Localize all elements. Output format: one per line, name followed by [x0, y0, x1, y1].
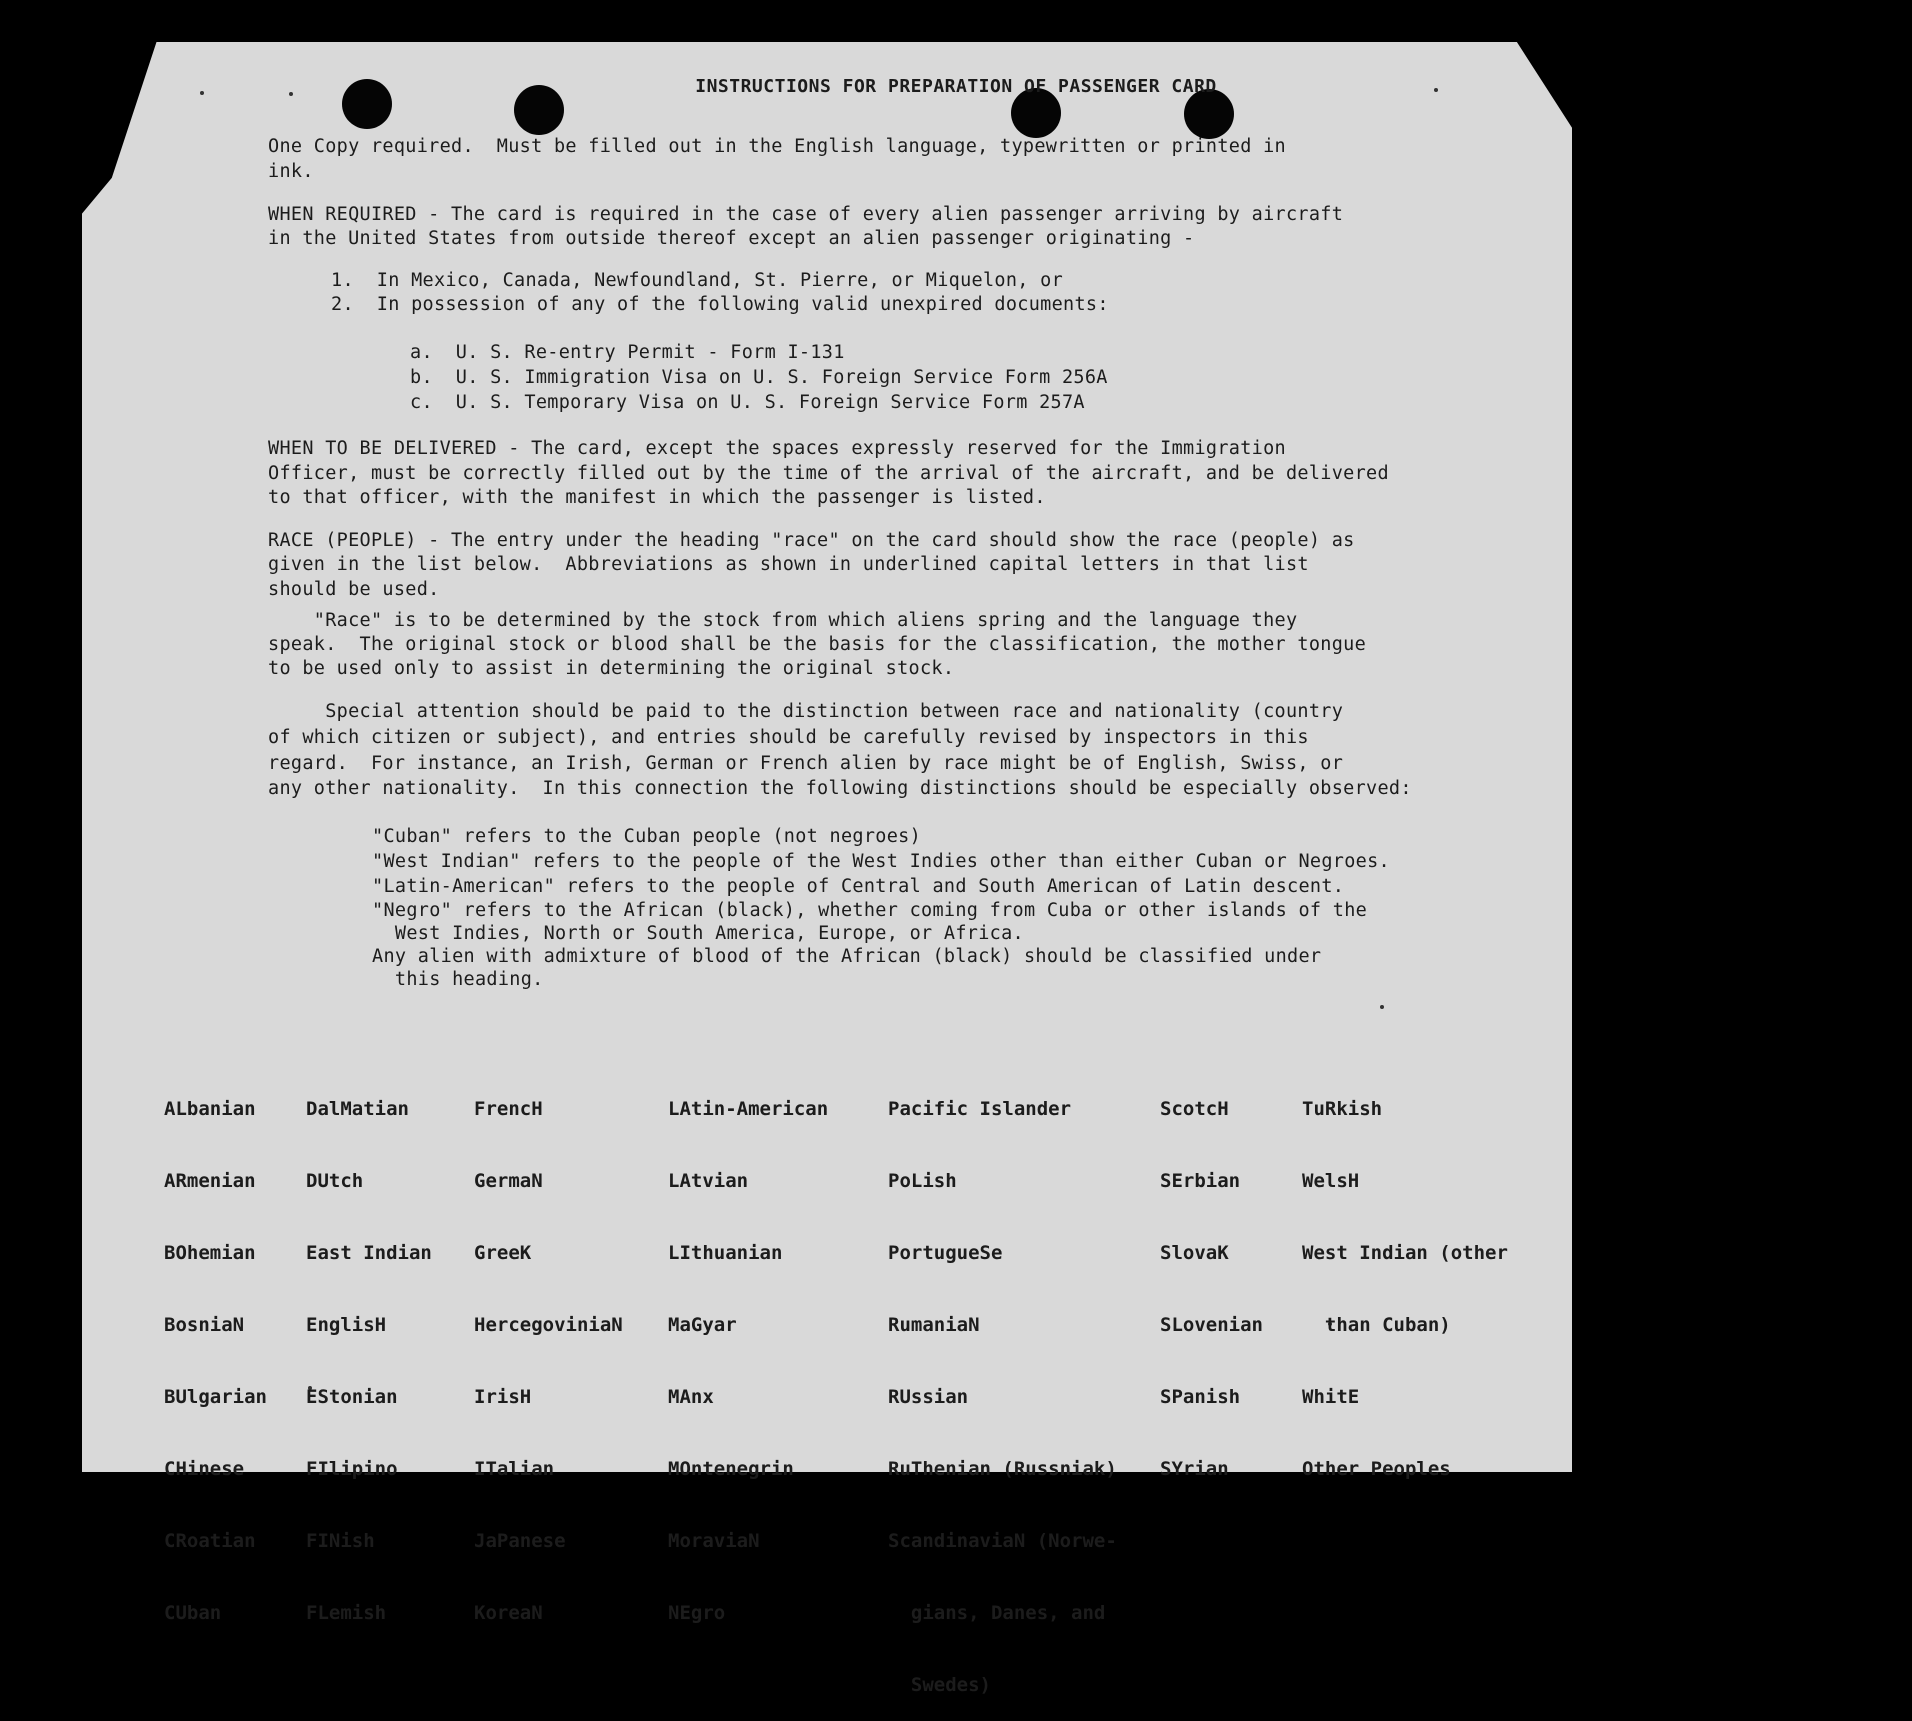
- nationality-note-line: of which citizen or subject), and entries should be carefully revised by inspectors in this: [268, 727, 1309, 748]
- race-entry: RuThenian (Russniak): [888, 1458, 1117, 1480]
- race-entry: DalMatian: [306, 1098, 409, 1120]
- when-required-item: 2. In possession of any of the following valid unexpired documents:: [331, 294, 1109, 315]
- race-entry: SPanish: [1160, 1386, 1241, 1408]
- race-list-column-1: [164, 1049, 267, 1649]
- race-entry: ScotcH: [1160, 1098, 1229, 1120]
- race-line: RACE (PEOPLE) - The entry under the heading "race" on the card should show the race (people) as: [268, 530, 1355, 551]
- race-entry: RUssian: [888, 1386, 969, 1408]
- distinction-line: West Indies, North or South America, Europe, or Africa.: [372, 923, 1024, 944]
- nationality-note-line: regard. For instance, an Irish, German or French alien by race might be of English, Swiss, or: [268, 753, 1344, 774]
- distinction-line: this heading.: [372, 969, 544, 990]
- when-required-line-1: WHEN REQUIRED - The card is required in the case of every alien passenger arriving by aircraft: [268, 204, 1344, 225]
- race-list-column-3: [474, 1049, 623, 1649]
- race-entry: East Indian: [306, 1242, 432, 1264]
- race-entry: GermaN: [474, 1170, 543, 1192]
- race-entry: Other Peoples: [1302, 1458, 1451, 1480]
- nationality-note-line: any other nationality. In this connection the following distinctions should be especially observed:: [268, 778, 1412, 799]
- race-entry: than Cuban): [1302, 1314, 1451, 1336]
- race-definition-line: speak. The original stock or blood shall be the basis for the classification, the mother tongue: [268, 634, 1367, 655]
- race-entry: BosniaN: [164, 1314, 245, 1336]
- race-entry: FINish: [306, 1530, 375, 1552]
- race-entry: KoreaN: [474, 1602, 543, 1624]
- distinction-line: "Cuban" refers to the Cuban people (not negroes): [372, 826, 922, 847]
- race-definition-line: "Race" is to be determined by the stock from which aliens spring and the language they: [268, 610, 1298, 631]
- race-entry: Swedes): [888, 1674, 991, 1696]
- race-entry: MAnx: [668, 1386, 714, 1408]
- race-entry: ARmenian: [164, 1170, 256, 1192]
- race-line: given in the list below. Abbreviations as shown in underlined capital letters in that list: [268, 554, 1309, 575]
- race-entry: PortugueSe: [888, 1242, 1003, 1264]
- when-delivered-line: WHEN TO BE DELIVERED - The card, except the spaces expressly reserved for the Immigration: [268, 438, 1286, 459]
- race-entry: LIthuanian: [668, 1242, 783, 1264]
- race-entry: FrencH: [474, 1098, 543, 1120]
- intro-line-2: ink.: [268, 161, 314, 182]
- race-list-column-2: [306, 1049, 432, 1649]
- race-entry: ALbanian: [164, 1098, 256, 1120]
- race-entry: BUlgarian: [164, 1386, 267, 1408]
- race-entry: FLemish: [306, 1602, 387, 1624]
- race-list-column-5: [888, 1049, 1117, 1721]
- race-entry: RumaniaN: [888, 1314, 980, 1336]
- race-entry: BOhemian: [164, 1242, 256, 1264]
- document-subitem: c. U. S. Temporary Visa on U. S. Foreign Service Form 257A: [410, 392, 1085, 413]
- race-entry: EStonian: [306, 1386, 398, 1408]
- race-entry: EnglisH: [306, 1314, 387, 1336]
- race-entry: WhitE: [1302, 1386, 1360, 1408]
- page-title: INSTRUCTIONS FOR PREPARATION OF PASSENGER CARD: [695, 76, 1217, 97]
- race-list-column-6: [1160, 1049, 1263, 1505]
- race-entry: LAtin-American: [668, 1098, 829, 1120]
- race-entry: DUtch: [306, 1170, 364, 1192]
- race-entry: West Indian (other: [1302, 1242, 1508, 1264]
- when-required-line-2: in the United States from outside thereof except an alien passenger originating -: [268, 228, 1195, 249]
- race-entry: NEgro: [668, 1602, 726, 1624]
- nationality-note-line: Special attention should be paid to the distinction between race and nationality (country: [268, 701, 1344, 722]
- race-entry: CRoatian: [164, 1530, 256, 1552]
- race-entry: JaPanese: [474, 1530, 566, 1552]
- intro-line-1: One Copy required. Must be filled out in the English language, typewritten or printed in: [268, 136, 1286, 157]
- when-required-item: 1. In Mexico, Canada, Newfoundland, St. Pierre, or Miquelon, or: [331, 270, 1064, 291]
- distinction-line: "West Indian" refers to the people of the West Indies other than either Cuban or Negroes.: [372, 851, 1390, 872]
- race-entry: FIlipino: [306, 1458, 398, 1480]
- race-definition-line: to be used only to assist in determining the original stock.: [268, 658, 955, 679]
- document-subitem: b. U. S. Immigration Visa on U. S. Foreign Service Form 256A: [410, 367, 1108, 388]
- when-delivered-line: Officer, must be correctly filled out by the time of the arrival of the aircraft, and be delivered: [268, 463, 1389, 484]
- when-delivered-line: to that officer, with the manifest in which the passenger is listed.: [268, 487, 1046, 508]
- speck: [1380, 1005, 1384, 1009]
- race-entry: LAtvian: [668, 1170, 749, 1192]
- race-entry: GreeK: [474, 1242, 532, 1264]
- race-entry: MoraviaN: [668, 1530, 760, 1552]
- race-entry: SYrian: [1160, 1458, 1229, 1480]
- race-entry: SErbian: [1160, 1170, 1241, 1192]
- race-list-column-4: [668, 1049, 828, 1649]
- distinction-line: "Negro" refers to the African (black), whether coming from Cuba or other islands of the: [372, 900, 1368, 921]
- race-entry: CUban: [164, 1602, 222, 1624]
- race-list-column-7: [1302, 1049, 1508, 1505]
- race-entry: CHinese: [164, 1458, 245, 1480]
- race-line: should be used.: [268, 579, 440, 600]
- race-entry: PoLish: [888, 1170, 957, 1192]
- race-entry: TuRkish: [1302, 1098, 1383, 1120]
- race-entry: SLovenian: [1160, 1314, 1263, 1336]
- race-entry: MaGyar: [668, 1314, 737, 1336]
- distinction-line: Any alien with admixture of blood of the African (black) should be classified under: [372, 946, 1322, 967]
- race-entry: ITalian: [474, 1458, 555, 1480]
- race-entry: IrisH: [474, 1386, 532, 1408]
- race-entry: Pacific Islander: [888, 1098, 1072, 1120]
- distinction-line: "Latin-American" refers to the people of Central and South American of Latin descent.: [372, 876, 1345, 897]
- race-entry: WelsH: [1302, 1170, 1360, 1192]
- race-entry: ScandinaviaN (Norwe-: [888, 1530, 1117, 1552]
- race-entry: HercegoviniaN: [474, 1314, 623, 1336]
- race-entry: SlovaK: [1160, 1242, 1229, 1264]
- race-entry: MOntenegrin: [668, 1458, 794, 1480]
- document-subitem: a. U. S. Re-entry Permit - Form I-131: [410, 342, 845, 363]
- race-entry: gians, Danes, and: [888, 1602, 1106, 1624]
